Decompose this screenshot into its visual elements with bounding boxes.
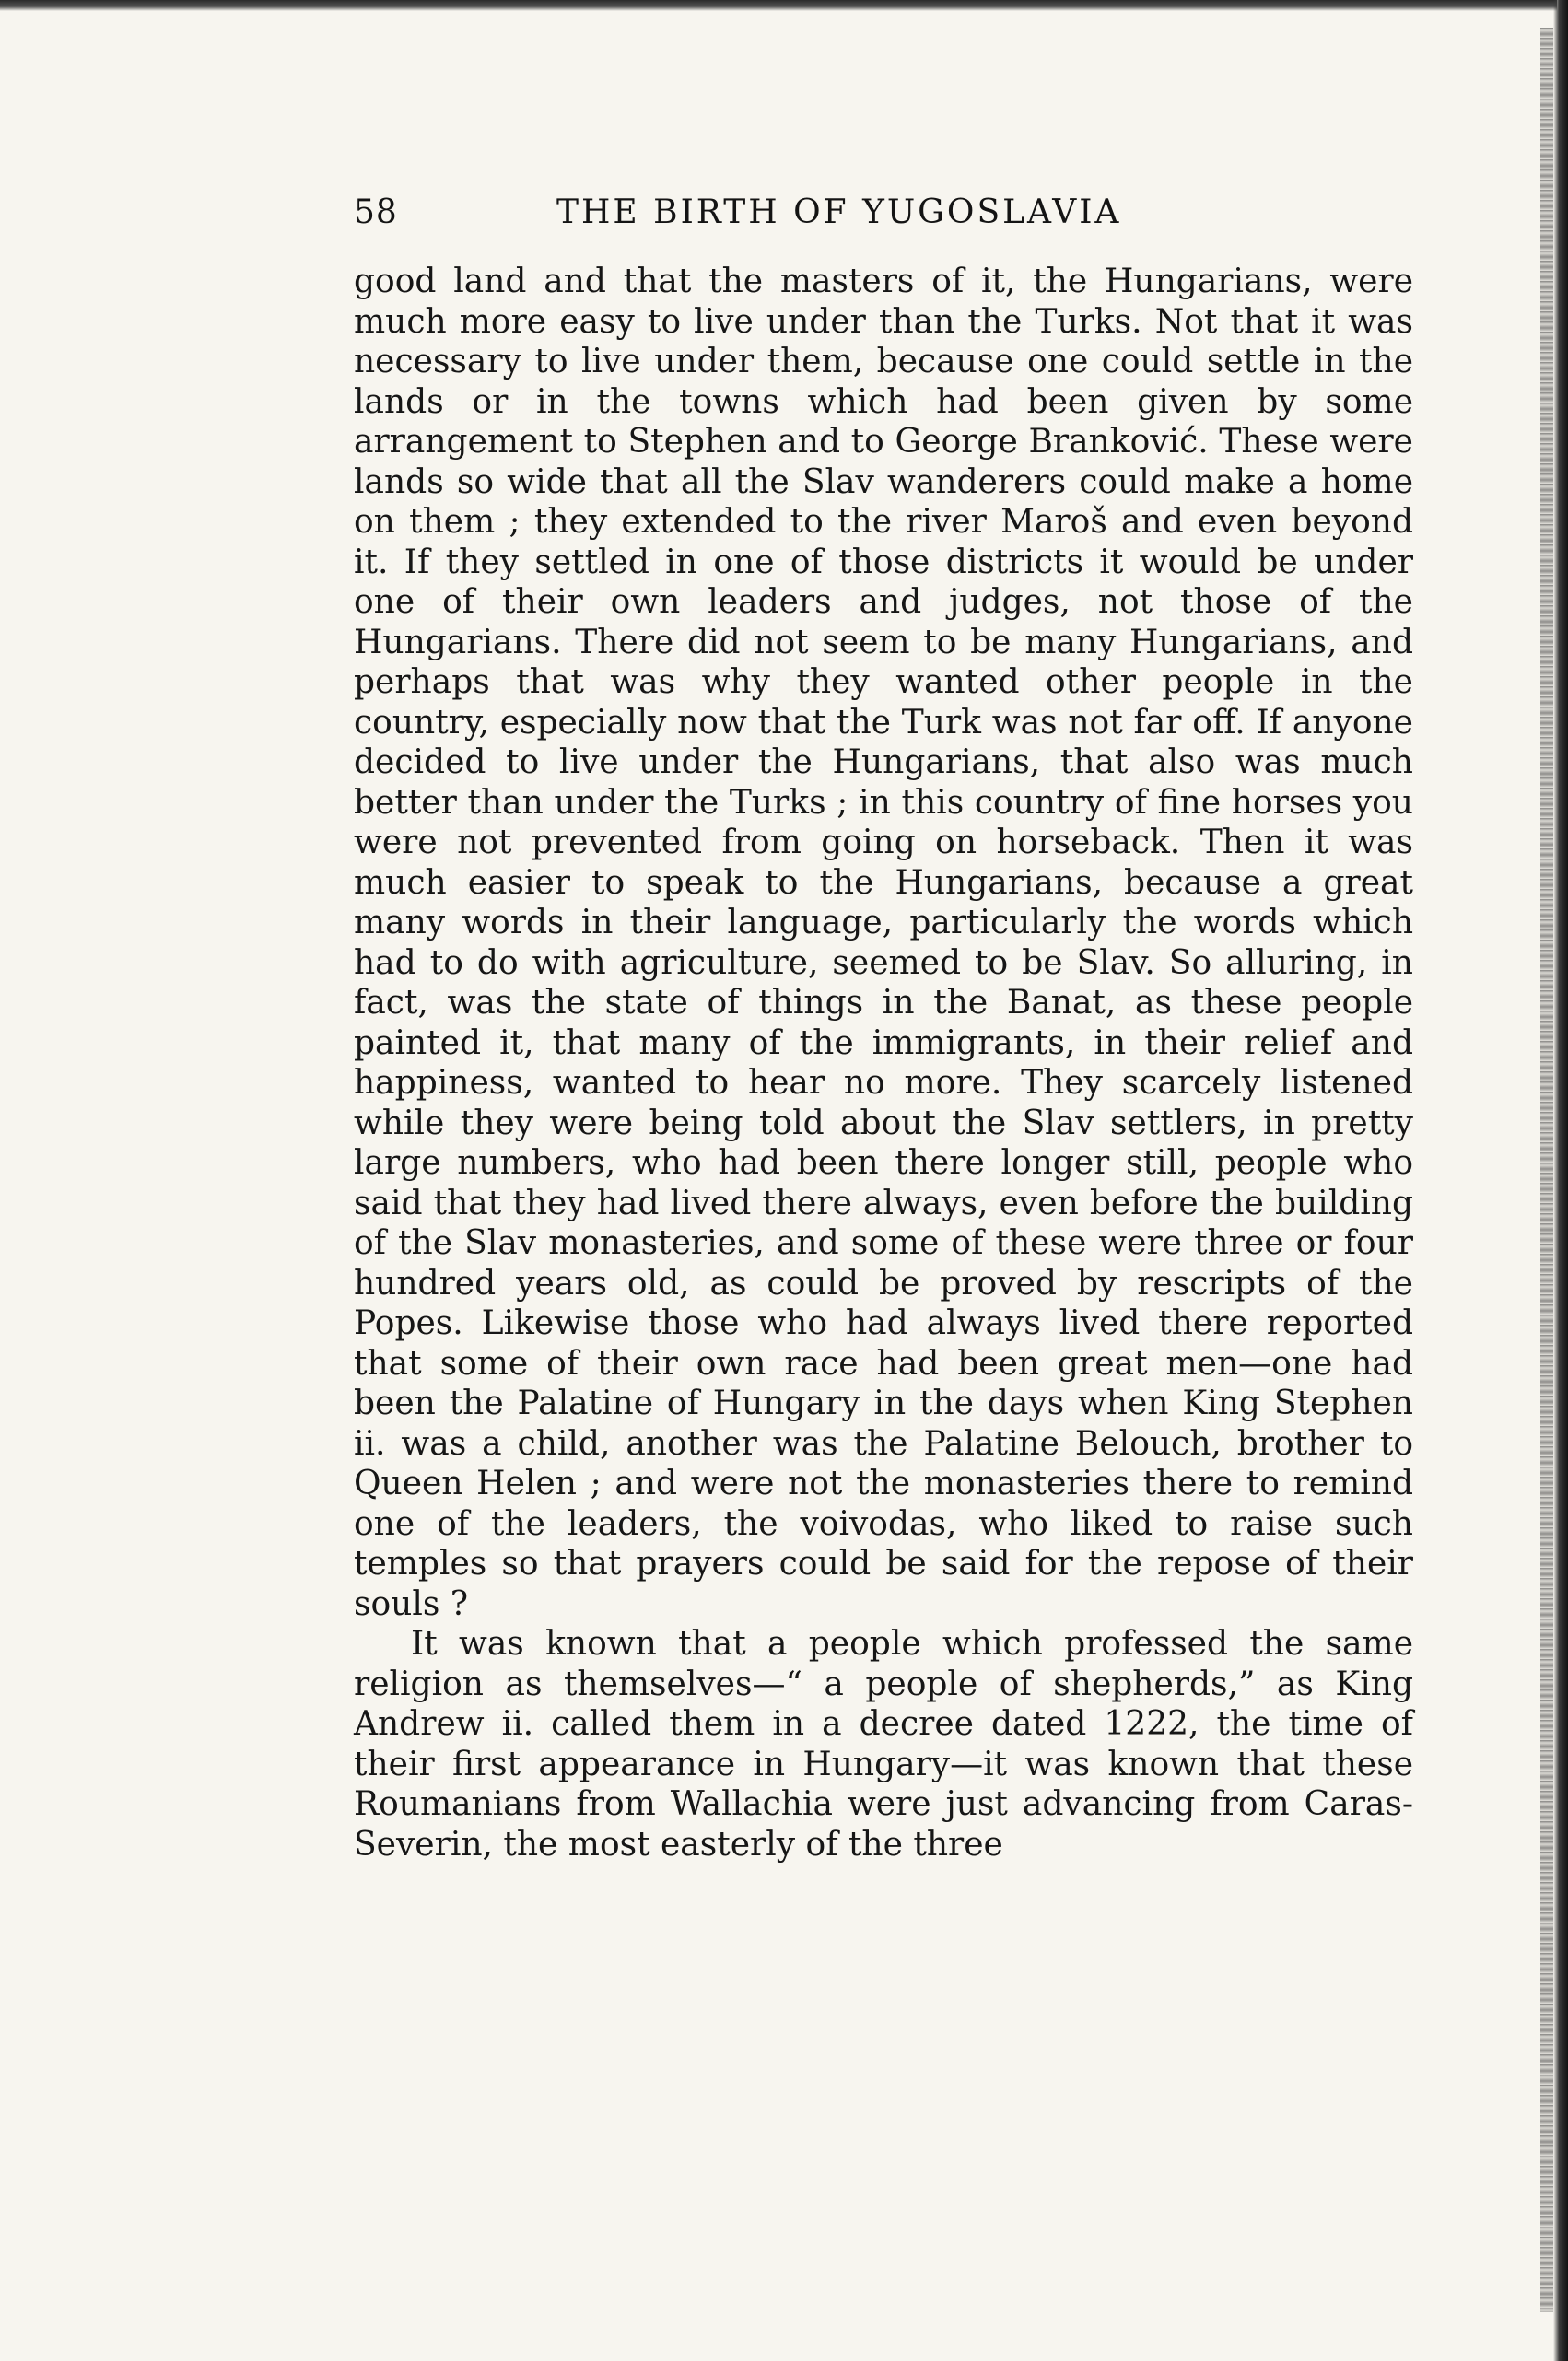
scan-right-edge (1553, 0, 1568, 2361)
running-title: THE BIRTH OF YUGOSLAVIA (556, 193, 1122, 231)
running-head (354, 193, 1413, 249)
book-page (354, 193, 1413, 1864)
page-number: 58 (354, 193, 398, 231)
paragraph-continued: good land and that the masters of it, the Hungarians, were much more easy to live under than the Turks. Not that it was necessary to live under them, because one could settle in the lands or in the towns which had been given by some arrangement to Stephen and to George Branković. These were lands so wide that all the Slav wanderers could make a home on them ; they extended to the river Maroš and even beyond it. If they settled in one of those districts it would be under one of their own leaders and judges, not those of the Hungarians. There did not seem to be many Hungarians, and perhaps that was why they wanted other people in the country, especially now that the Turk was not far off. If anyone decided to live under the Hungarians, that also was much better than under the Turks ; in this country of fine horses you were not prevented from going on horseback. Then it was much easier to speak to the Hungarians, because a great many words in their language, particularly the words which had to do with agriculture, seemed to be Slav. So alluring, in fact, was the state of things in the Banat, as these people painted it, that many of the immigrants, in their relief and happiness, wanted to hear no more. They scarcely listened while they were being told about the Slav settlers, in pretty large numbers, who had been there longer still, people who said that they had lived there always, even before the building of the Slav monasteries, and some of these were three or four hundred years old, as could be proved by rescripts of the Popes. Likewise those who had always lived there reported that some of their own race had been great men—one had been the Palatine of Hungary in the days when King Stephen ii. was a child, another was the Palatine Belouch, brother to Queen Helen ; and were not the monasteries there to remind one of the leaders, the voivodas, who liked to raise such temples so that prayers could be said for the repose of their souls ? (354, 263, 1413, 1623)
scan-binding-shadow (1540, 28, 1553, 2312)
scan-top-edge (0, 0, 1557, 11)
body-text (354, 262, 1413, 1864)
paragraph: It was known that a people which professed the same religion as themselves—“ a people of shepherds,” as King Andrew ii. called them in a decree dated 1222, the time of their first appearance in Hungary—it was known that these Roumanians from Wallachia were just advancing from Caras-Severin, the most easterly of the three (354, 1625, 1413, 1864)
